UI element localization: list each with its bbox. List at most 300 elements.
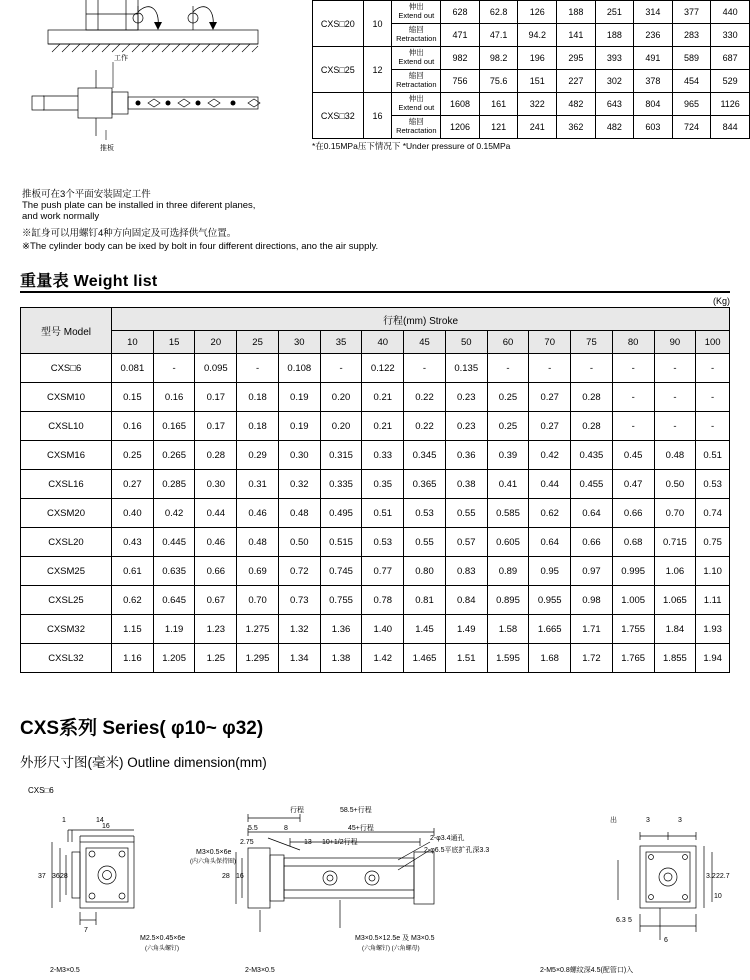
cell-weight: 0.39 bbox=[487, 441, 529, 470]
cell-weight: 1.15 bbox=[112, 615, 154, 644]
cell-weight: 0.50 bbox=[654, 470, 696, 499]
cell-value: 188 bbox=[557, 1, 596, 24]
cell-weight: 0.25 bbox=[112, 441, 154, 470]
cell-weight: 0.70 bbox=[654, 499, 696, 528]
cell-weight: - bbox=[696, 383, 730, 412]
cell-weight: 0.16 bbox=[112, 412, 154, 441]
cell-value: 1126 bbox=[711, 93, 750, 116]
cell-weight: 1.71 bbox=[571, 615, 613, 644]
cell-weight: 0.21 bbox=[362, 412, 404, 441]
cell-weight: 1.38 bbox=[320, 644, 362, 673]
cell-weight: 1.49 bbox=[445, 615, 487, 644]
table-row bbox=[21, 441, 730, 470]
cell-value: 302 bbox=[595, 70, 634, 93]
cell-weight: 0.25 bbox=[487, 412, 529, 441]
cell-weight: 0.165 bbox=[153, 412, 195, 441]
cell-weight: 0.30 bbox=[195, 470, 237, 499]
cell-weight: 0.28 bbox=[571, 383, 613, 412]
cell-value: 94.2 bbox=[518, 24, 557, 47]
cell-weight: 1.065 bbox=[654, 586, 696, 615]
cell-value: 482 bbox=[595, 116, 634, 139]
dim-3a-label: 3 bbox=[646, 817, 650, 824]
cell-weight: 0.108 bbox=[278, 354, 320, 383]
cell-weight: 0.135 bbox=[445, 354, 487, 383]
dim-585-label: 58.5+行程 bbox=[340, 807, 372, 814]
cell-weight: 0.21 bbox=[362, 383, 404, 412]
cell-value: 188 bbox=[595, 24, 634, 47]
cell-weight: 1.10 bbox=[696, 557, 730, 586]
dim-28-label: 28 bbox=[60, 873, 68, 880]
dim-13-label: 13 bbox=[304, 839, 312, 846]
cell-value: 628 bbox=[441, 1, 480, 24]
mounting-drawing bbox=[18, 0, 308, 175]
cell-value: 965 bbox=[672, 93, 711, 116]
cell-value: 161 bbox=[479, 93, 518, 116]
cell-weight: 0.35 bbox=[362, 470, 404, 499]
cell-value: 393 bbox=[595, 47, 634, 70]
force-table bbox=[312, 0, 750, 139]
col-header-stroke-value: 50 bbox=[445, 331, 487, 354]
cell-value: 295 bbox=[557, 47, 596, 70]
table-row bbox=[21, 586, 730, 615]
cell-bore: 12 bbox=[363, 47, 392, 93]
cell-weight: 0.715 bbox=[654, 528, 696, 557]
cell-weight: 0.605 bbox=[487, 528, 529, 557]
cell-value: 482 bbox=[557, 93, 596, 116]
table-row bbox=[21, 644, 730, 673]
cell-weight: 1.34 bbox=[278, 644, 320, 673]
cell-value: 75.6 bbox=[479, 70, 518, 93]
cell-weight: 0.23 bbox=[445, 383, 487, 412]
note-en-line2: and work normally bbox=[22, 211, 100, 222]
cell-weight: 0.38 bbox=[445, 470, 487, 499]
cell-weight: 0.20 bbox=[320, 383, 362, 412]
cell-weight: 0.98 bbox=[571, 586, 613, 615]
col-header-stroke-value: 10 bbox=[112, 331, 154, 354]
m25-label: M2.5×0.45×6e bbox=[140, 935, 186, 942]
cell-weight: 0.30 bbox=[278, 441, 320, 470]
cell-weight: - bbox=[153, 354, 195, 383]
cell-weight: 0.095 bbox=[195, 354, 237, 383]
cell-value: 378 bbox=[634, 70, 673, 93]
cell-weight: 1.72 bbox=[571, 644, 613, 673]
weight-table bbox=[20, 307, 730, 673]
col-header-stroke-value: 20 bbox=[195, 331, 237, 354]
stroke-label: 行程 bbox=[290, 807, 304, 814]
cell-weight: 0.41 bbox=[487, 470, 529, 499]
dim-14-label: 14 bbox=[96, 817, 104, 824]
cell-weight: 1.595 bbox=[487, 644, 529, 673]
cell-weight: 0.645 bbox=[153, 586, 195, 615]
cell-weight: 0.80 bbox=[404, 557, 446, 586]
note-cn-line: 推板可在3个平面安装固定工件 bbox=[22, 189, 151, 200]
cell-model: CXS□6 bbox=[21, 354, 112, 383]
bottom-m3-label: M3×0.5×12.5e 及 M3×0.5 bbox=[355, 935, 435, 942]
force-table-note: *在0.15MPa压下情况下 *Under pressure of 0.15MPa bbox=[312, 141, 511, 151]
cell-weight: 1.295 bbox=[237, 644, 279, 673]
right-m5-label: 2-M5×0.8螺纹深4.5(配管口)入 bbox=[540, 967, 634, 974]
cell-weight: 0.22 bbox=[404, 383, 446, 412]
hole1-label: 2-φ3.4通孔 bbox=[430, 835, 465, 842]
col-header-stroke-value: 15 bbox=[153, 331, 195, 354]
cell-weight: 1.40 bbox=[362, 615, 404, 644]
m3-label: M3×0.5×6e bbox=[196, 849, 232, 856]
cell-weight: 0.66 bbox=[195, 557, 237, 586]
note2-cn: ※缸身可以用螺钉4种方向固定及可选择供气位置。 bbox=[22, 228, 237, 239]
cell-weight: 0.44 bbox=[195, 499, 237, 528]
cell-weight: 0.78 bbox=[362, 586, 404, 615]
cell-weight: 0.122 bbox=[362, 354, 404, 383]
cell-weight: - bbox=[237, 354, 279, 383]
cell-value: 141 bbox=[557, 24, 596, 47]
cell-weight: 0.16 bbox=[153, 383, 195, 412]
note2-en: ※The cylinder body can be ixed by bolt in four different directions, ano the air supply. bbox=[22, 241, 379, 252]
cell-value: 251 bbox=[595, 1, 634, 24]
cell-weight: 0.46 bbox=[195, 528, 237, 557]
cell-weight: 0.55 bbox=[404, 528, 446, 557]
table-row bbox=[21, 412, 730, 441]
cell-value: 314 bbox=[634, 1, 673, 24]
cell-value: 241 bbox=[518, 116, 557, 139]
cell-weight: 0.50 bbox=[278, 528, 320, 557]
cell-weight: 0.265 bbox=[153, 441, 195, 470]
cell-value: 454 bbox=[672, 70, 711, 93]
cell-weight: 0.53 bbox=[362, 528, 404, 557]
table-row bbox=[313, 93, 750, 116]
cell-value: 98.2 bbox=[479, 47, 518, 70]
cell-weight: 1.58 bbox=[487, 615, 529, 644]
table-row bbox=[21, 528, 730, 557]
cell-value: 377 bbox=[672, 1, 711, 24]
cell-weight: 0.18 bbox=[237, 383, 279, 412]
cell-weight: 0.635 bbox=[153, 557, 195, 586]
cell-model: CXS□32 bbox=[313, 93, 364, 139]
cell-weight: 0.97 bbox=[571, 557, 613, 586]
cell-weight: - bbox=[696, 412, 730, 441]
cell-weight: 0.83 bbox=[445, 557, 487, 586]
cell-model: CXSL25 bbox=[21, 586, 112, 615]
dim-63-label: 6.3 bbox=[616, 917, 626, 924]
cell-value: 151 bbox=[518, 70, 557, 93]
cell-weight: 0.42 bbox=[153, 499, 195, 528]
cell-model: CXSL16 bbox=[21, 470, 112, 499]
col-header-stroke-value: 30 bbox=[278, 331, 320, 354]
cell-value: 126 bbox=[518, 1, 557, 24]
cell-weight: - bbox=[487, 354, 529, 383]
cell-weight: 0.69 bbox=[237, 557, 279, 586]
col-header-stroke-value: 75 bbox=[571, 331, 613, 354]
dim-8-label: 8 bbox=[284, 825, 288, 832]
cell-weight: 1.16 bbox=[112, 644, 154, 673]
cell-weight: 0.53 bbox=[404, 499, 446, 528]
outline-dimension-title: 外形尺寸图(毫米) Outline dimension(mm) bbox=[20, 755, 267, 770]
table-row bbox=[21, 557, 730, 586]
cell-weight: 1.005 bbox=[612, 586, 654, 615]
cell-weight: - bbox=[571, 354, 613, 383]
cell-weight: 0.315 bbox=[320, 441, 362, 470]
cell-model: CXSL32 bbox=[21, 644, 112, 673]
cell-weight: - bbox=[320, 354, 362, 383]
dim-45-label: 45+行程 bbox=[348, 825, 374, 832]
cell-model: CXSL10 bbox=[21, 412, 112, 441]
table-row bbox=[313, 1, 750, 24]
cell-weight: 0.20 bbox=[320, 412, 362, 441]
cell-value: 440 bbox=[711, 1, 750, 24]
cell-weight: 1.765 bbox=[612, 644, 654, 673]
cell-weight: 0.89 bbox=[487, 557, 529, 586]
cell-value: 529 bbox=[711, 70, 750, 93]
cell-weight: 0.73 bbox=[278, 586, 320, 615]
divider bbox=[20, 291, 730, 293]
cell-weight: 0.57 bbox=[445, 528, 487, 557]
cell-weight: - bbox=[654, 412, 696, 441]
label-work: 工作 bbox=[114, 55, 128, 62]
cell-bore: 16 bbox=[363, 93, 392, 139]
cell-value: 589 bbox=[672, 47, 711, 70]
cell-weight: 0.77 bbox=[362, 557, 404, 586]
cell-weight: 1.755 bbox=[612, 615, 654, 644]
col-header-stroke-value: 40 bbox=[362, 331, 404, 354]
cell-weight: 1.93 bbox=[696, 615, 730, 644]
cell-weight: 0.44 bbox=[529, 470, 571, 499]
cell-weight: 0.25 bbox=[487, 383, 529, 412]
cell-weight: 1.665 bbox=[529, 615, 571, 644]
cell-value: 1206 bbox=[441, 116, 480, 139]
cell-model: CXS□25 bbox=[313, 47, 364, 93]
cell-weight: 0.74 bbox=[696, 499, 730, 528]
cell-weight: 0.895 bbox=[487, 586, 529, 615]
cell-weight: 1.205 bbox=[153, 644, 195, 673]
cell-weight: 1.855 bbox=[654, 644, 696, 673]
col-header-stroke-value: 90 bbox=[654, 331, 696, 354]
dim-2m3-label-mid: 2-M3×0.5 bbox=[245, 967, 275, 974]
cell-direction: 缩回 Retractation bbox=[392, 116, 441, 139]
cell-weight: 0.32 bbox=[278, 470, 320, 499]
top-section bbox=[0, 0, 750, 265]
cell-weight: 0.48 bbox=[654, 441, 696, 470]
dim-16-label: 16 bbox=[102, 823, 110, 830]
cell-value: 62.8 bbox=[479, 1, 518, 24]
cell-weight: 0.33 bbox=[362, 441, 404, 470]
cell-weight: 0.27 bbox=[529, 412, 571, 441]
cell-weight: 1.465 bbox=[404, 644, 446, 673]
cell-weight: 0.995 bbox=[612, 557, 654, 586]
cell-direction: 伸出 Extend out bbox=[392, 47, 441, 70]
col-header-stroke-value: 45 bbox=[404, 331, 446, 354]
cell-weight: 0.53 bbox=[696, 470, 730, 499]
cell-model: CXSM20 bbox=[21, 499, 112, 528]
cell-value: 196 bbox=[518, 47, 557, 70]
note-en-line1: The push plate can be installed in three diferent planes, bbox=[22, 200, 256, 211]
cell-weight: 0.18 bbox=[237, 412, 279, 441]
cell-weight: - bbox=[612, 383, 654, 412]
dim-275-label: 2.75 bbox=[240, 839, 254, 846]
col-header-stroke-value: 25 bbox=[237, 331, 279, 354]
cell-weight: 1.36 bbox=[320, 615, 362, 644]
cell-weight: 0.81 bbox=[404, 586, 446, 615]
cell-weight: 1.68 bbox=[529, 644, 571, 673]
page-title: 重量表 Weight list bbox=[20, 273, 158, 290]
cell-weight: 0.84 bbox=[445, 586, 487, 615]
cell-weight: 0.495 bbox=[320, 499, 362, 528]
dim-10b-label: 10 bbox=[714, 893, 722, 900]
cell-weight: 0.51 bbox=[696, 441, 730, 470]
cell-value: 236 bbox=[634, 24, 673, 47]
col-header-stroke-value: 100 bbox=[696, 331, 730, 354]
outline-dimension-drawing bbox=[0, 800, 750, 980]
cell-weight: 0.19 bbox=[278, 412, 320, 441]
cell-weight: 1.51 bbox=[445, 644, 487, 673]
table-header-row bbox=[21, 308, 730, 331]
cell-weight: 1.84 bbox=[654, 615, 696, 644]
cell-value: 322 bbox=[518, 93, 557, 116]
cell-weight: 0.51 bbox=[362, 499, 404, 528]
cell-weight: 0.42 bbox=[529, 441, 571, 470]
cell-weight: 0.17 bbox=[195, 412, 237, 441]
table-row bbox=[21, 383, 730, 412]
col-header-stroke-value: 70 bbox=[529, 331, 571, 354]
dim-16-label-mid: 16 bbox=[236, 873, 244, 880]
cell-weight: 1.25 bbox=[195, 644, 237, 673]
cell-weight: 0.435 bbox=[571, 441, 613, 470]
cell-weight: 0.28 bbox=[571, 412, 613, 441]
cell-weight: 0.755 bbox=[320, 586, 362, 615]
cell-weight: 1.94 bbox=[696, 644, 730, 673]
cell-weight: 0.585 bbox=[487, 499, 529, 528]
dim-5-label: 5 bbox=[628, 917, 632, 924]
cell-weight: 1.06 bbox=[654, 557, 696, 586]
cell-weight: 1.19 bbox=[153, 615, 195, 644]
cell-weight: - bbox=[404, 354, 446, 383]
cell-model: CXSL20 bbox=[21, 528, 112, 557]
cell-weight: 0.27 bbox=[529, 383, 571, 412]
cell-weight: 0.43 bbox=[112, 528, 154, 557]
table-row bbox=[21, 470, 730, 499]
cell-bore: 10 bbox=[363, 1, 392, 47]
col-header-stroke-value: 80 bbox=[612, 331, 654, 354]
cell-value: 724 bbox=[672, 116, 711, 139]
cell-weight: 0.62 bbox=[529, 499, 571, 528]
cell-value: 330 bbox=[711, 24, 750, 47]
col-header-stroke: 行程(mm) Stroke bbox=[112, 308, 730, 331]
cell-weight: 0.70 bbox=[237, 586, 279, 615]
cell-direction: 缩回 Retractation bbox=[392, 70, 441, 93]
table-row bbox=[313, 47, 750, 70]
cell-value: 756 bbox=[441, 70, 480, 93]
dim-37-label: 37 bbox=[38, 873, 46, 880]
cell-direction: 伸出 Extend out bbox=[392, 1, 441, 24]
cell-weight: 0.66 bbox=[612, 499, 654, 528]
dim-6-label: 6 bbox=[664, 937, 668, 944]
col-header-model: 型号 Model bbox=[21, 308, 112, 354]
cell-weight: 0.72 bbox=[278, 557, 320, 586]
cell-weight: 0.22 bbox=[404, 412, 446, 441]
dim-36-label: 36 bbox=[52, 873, 60, 880]
dim-28-label-mid: 28 bbox=[222, 873, 230, 880]
cell-value: 283 bbox=[672, 24, 711, 47]
table-row bbox=[21, 354, 730, 383]
cell-weight: - bbox=[529, 354, 571, 383]
dim-10-label: 10+1/2行程 bbox=[322, 839, 358, 846]
cell-weight: 1.42 bbox=[362, 644, 404, 673]
series-title: CXS系列 Series( φ10~ φ32) bbox=[20, 718, 264, 739]
cell-weight: 0.27 bbox=[112, 470, 154, 499]
cell-weight: 0.62 bbox=[112, 586, 154, 615]
unit-label: (Kg) bbox=[712, 296, 730, 306]
cell-value: 1608 bbox=[441, 93, 480, 116]
cell-weight: 0.75 bbox=[696, 528, 730, 557]
cell-weight: 0.66 bbox=[571, 528, 613, 557]
dim-1-label: 1 bbox=[62, 817, 66, 824]
model-tag-label: CXS□6 bbox=[28, 786, 54, 795]
cell-weight: 0.445 bbox=[153, 528, 195, 557]
cell-value: 362 bbox=[557, 116, 596, 139]
m3-cn-label: (内六角头保持圈) bbox=[190, 859, 236, 865]
cell-weight: 0.68 bbox=[612, 528, 654, 557]
table-row bbox=[21, 615, 730, 644]
cell-value: 687 bbox=[711, 47, 750, 70]
cell-weight: 0.64 bbox=[529, 528, 571, 557]
cell-weight: 1.45 bbox=[404, 615, 446, 644]
cell-weight: 0.47 bbox=[612, 470, 654, 499]
cell-value: 603 bbox=[634, 116, 673, 139]
cell-weight: 0.955 bbox=[529, 586, 571, 615]
cell-weight: 0.19 bbox=[278, 383, 320, 412]
cell-weight: 0.46 bbox=[237, 499, 279, 528]
cell-weight: 0.40 bbox=[112, 499, 154, 528]
cell-direction: 伸出 Extend out bbox=[392, 93, 441, 116]
cell-weight: 0.48 bbox=[237, 528, 279, 557]
cell-weight: 0.67 bbox=[195, 586, 237, 615]
cell-weight: 0.285 bbox=[153, 470, 195, 499]
cell-weight: 1.23 bbox=[195, 615, 237, 644]
cell-weight: 0.335 bbox=[320, 470, 362, 499]
cell-value: 982 bbox=[441, 47, 480, 70]
table-header-row bbox=[21, 331, 730, 354]
cell-weight: 0.61 bbox=[112, 557, 154, 586]
out-label: 出 bbox=[610, 817, 617, 824]
cell-model: CXSM16 bbox=[21, 441, 112, 470]
cell-weight: 0.48 bbox=[278, 499, 320, 528]
col-header-stroke-value: 60 bbox=[487, 331, 529, 354]
cell-weight: 0.081 bbox=[112, 354, 154, 383]
cell-model: CXSM25 bbox=[21, 557, 112, 586]
cell-weight: 0.515 bbox=[320, 528, 362, 557]
cell-model: CXSM32 bbox=[21, 615, 112, 644]
cell-weight: 0.95 bbox=[529, 557, 571, 586]
cell-weight: - bbox=[612, 354, 654, 383]
cell-weight: 0.45 bbox=[612, 441, 654, 470]
cell-weight: 0.345 bbox=[404, 441, 446, 470]
cell-weight: 0.64 bbox=[571, 499, 613, 528]
cell-model: CXSM10 bbox=[21, 383, 112, 412]
bottom-m3-cn-label: (六角螺钉) (六角螺母) bbox=[362, 946, 420, 952]
dim-3b-label: 3 bbox=[678, 817, 682, 824]
cell-weight: 0.31 bbox=[237, 470, 279, 499]
cell-weight: 0.15 bbox=[112, 383, 154, 412]
cell-value: 643 bbox=[595, 93, 634, 116]
dim-7-label: 7 bbox=[84, 927, 88, 934]
cell-value: 227 bbox=[557, 70, 596, 93]
cell-weight: 1.32 bbox=[278, 615, 320, 644]
cell-weight: 0.23 bbox=[445, 412, 487, 441]
m25-cn-label: (六角头螺钉) bbox=[145, 946, 179, 952]
cell-weight: - bbox=[654, 383, 696, 412]
cell-weight: - bbox=[612, 412, 654, 441]
dim-55-label: 5.5 bbox=[248, 825, 258, 832]
dim-2m3-label-left: 2-M3×0.5 bbox=[50, 967, 80, 974]
cell-model: CXS□20 bbox=[313, 1, 364, 47]
